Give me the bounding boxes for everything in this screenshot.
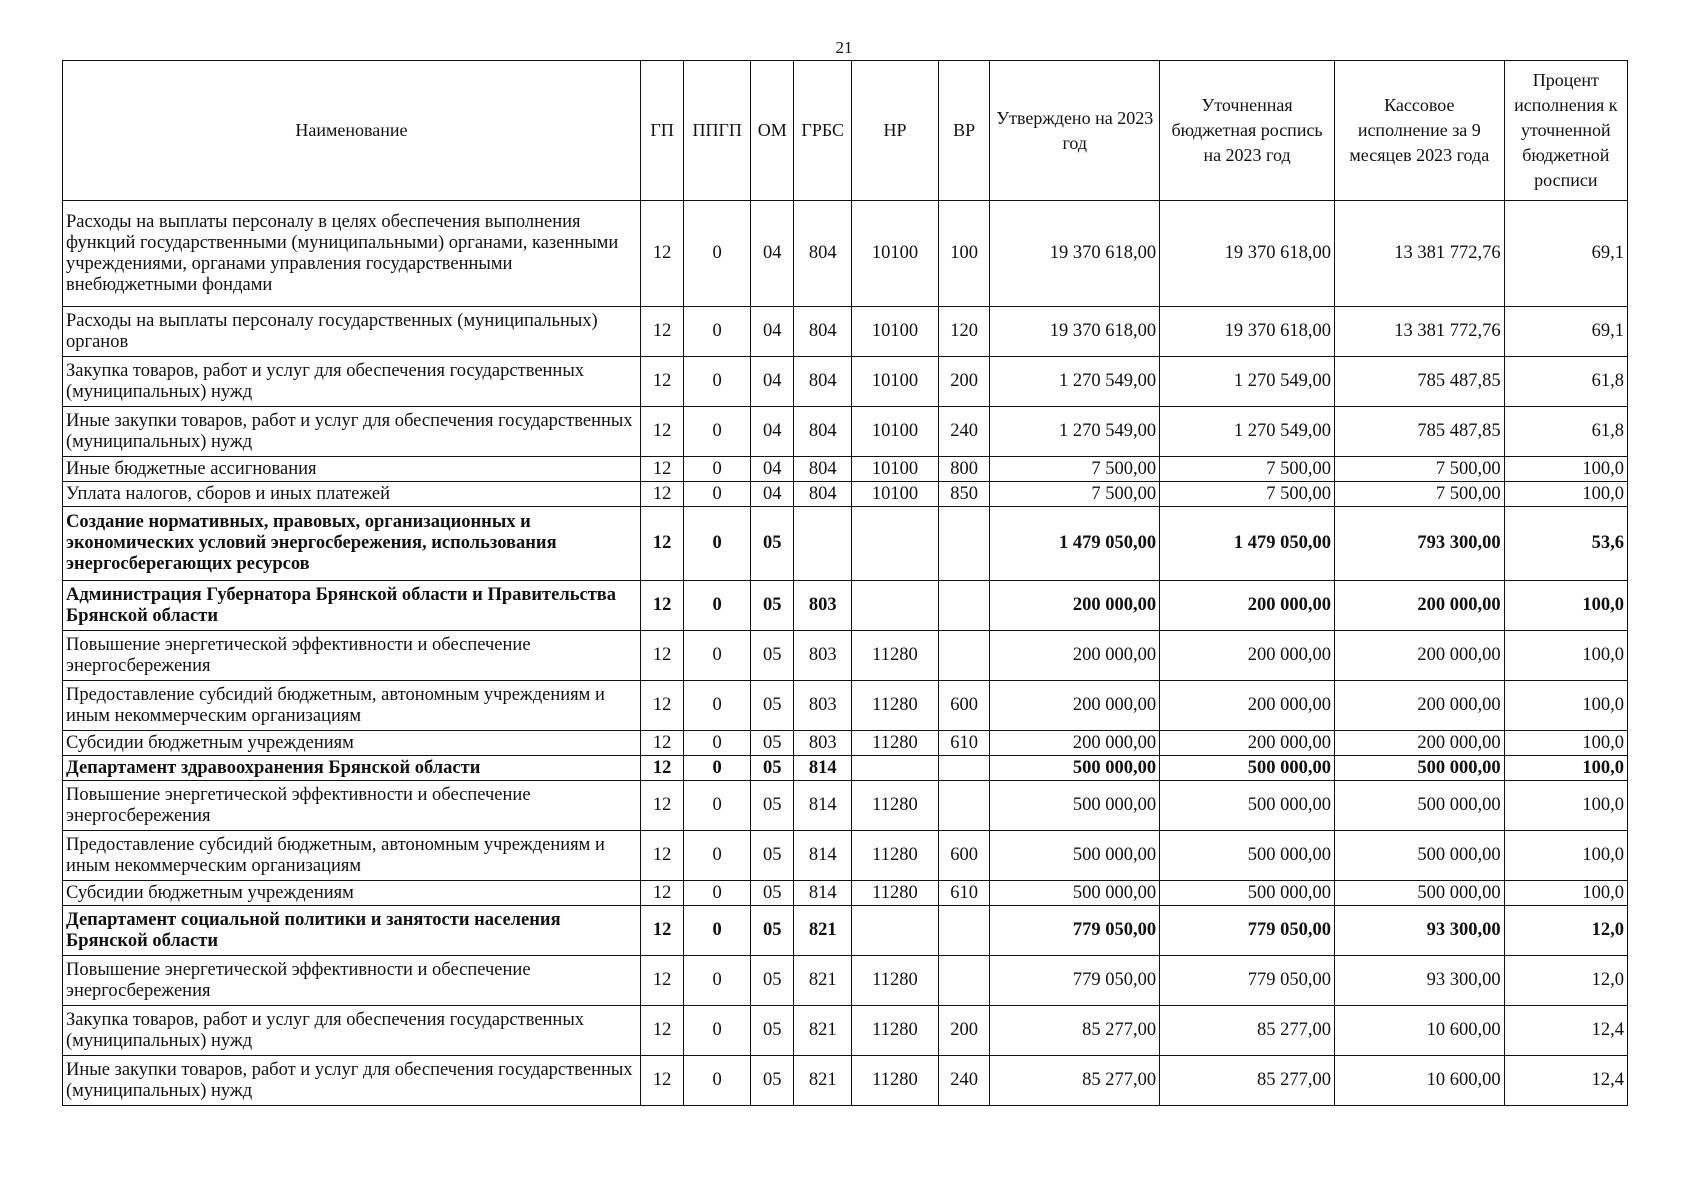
cell-cash: 793 300,00 [1334, 507, 1504, 581]
cell-name: Закупка товаров, работ и услуг для обеспечения государственных (муниципальных) нужд [63, 357, 641, 407]
cell-vr: 850 [938, 482, 990, 507]
cell-om: 04 [751, 407, 794, 457]
cell-vr: 600 [938, 831, 990, 881]
cell-cash: 93 300,00 [1334, 906, 1504, 956]
cell-vr: 610 [938, 881, 990, 906]
cell-nr: 11280 [852, 956, 939, 1006]
cell-percent: 53,6 [1504, 507, 1627, 581]
cell-refined: 19 370 618,00 [1160, 201, 1335, 307]
cell-nr: 10100 [852, 457, 939, 482]
cell-grbs: 804 [794, 482, 852, 507]
cell-grbs: 814 [794, 781, 852, 831]
table-row [63, 482, 1628, 507]
cell-gp: 12 [640, 731, 683, 756]
cell-ppgp: 0 [684, 831, 751, 881]
cell-refined: 19 370 618,00 [1160, 307, 1335, 357]
cell-percent: 12,4 [1504, 1006, 1627, 1056]
table-row [63, 1006, 1628, 1056]
cell-vr [938, 781, 990, 831]
cell-nr [852, 507, 939, 581]
cell-ppgp: 0 [684, 482, 751, 507]
cell-nr: 11280 [852, 831, 939, 881]
cell-om: 05 [751, 781, 794, 831]
cell-grbs: 821 [794, 906, 852, 956]
cell-vr: 240 [938, 1056, 990, 1106]
cell-om: 05 [751, 831, 794, 881]
cell-approved: 19 370 618,00 [990, 201, 1160, 307]
cell-nr [852, 756, 939, 781]
cell-percent: 100,0 [1504, 681, 1627, 731]
cell-approved: 1 270 549,00 [990, 357, 1160, 407]
cell-refined: 500 000,00 [1160, 756, 1335, 781]
cell-percent: 100,0 [1504, 457, 1627, 482]
cell-name: Закупка товаров, работ и услуг для обеспечения государственных (муниципальных) нужд [63, 1006, 641, 1056]
budget-table [62, 60, 1628, 1106]
cell-grbs: 803 [794, 731, 852, 756]
table-row [63, 781, 1628, 831]
cell-grbs: 814 [794, 831, 852, 881]
cell-om: 05 [751, 906, 794, 956]
cell-cash: 200 000,00 [1334, 731, 1504, 756]
cell-gp: 12 [640, 906, 683, 956]
cell-name: Повышение энергетической эффективности и обеспечение энергосбережения [63, 631, 641, 681]
cell-approved: 500 000,00 [990, 881, 1160, 906]
cell-ppgp: 0 [684, 956, 751, 1006]
cell-name: Расходы на выплаты персоналу государственных (муниципальных) органов [63, 307, 641, 357]
cell-approved: 19 370 618,00 [990, 307, 1160, 357]
cell-approved: 500 000,00 [990, 781, 1160, 831]
cell-vr [938, 507, 990, 581]
cell-ppgp: 0 [684, 307, 751, 357]
cell-refined: 1 270 549,00 [1160, 357, 1335, 407]
cell-vr: 610 [938, 731, 990, 756]
cell-om: 05 [751, 507, 794, 581]
cell-percent: 69,1 [1504, 307, 1627, 357]
cell-gp: 12 [640, 956, 683, 1006]
cell-percent: 61,8 [1504, 407, 1627, 457]
cell-ppgp: 0 [684, 1056, 751, 1106]
cell-refined: 85 277,00 [1160, 1056, 1335, 1106]
cell-grbs: 804 [794, 407, 852, 457]
header-refined: Уточненная бюджетная роспись на 2023 год [1160, 61, 1335, 201]
cell-vr: 120 [938, 307, 990, 357]
cell-ppgp: 0 [684, 457, 751, 482]
cell-approved: 500 000,00 [990, 756, 1160, 781]
cell-percent: 100,0 [1504, 831, 1627, 881]
cell-om: 05 [751, 1056, 794, 1106]
cell-refined: 500 000,00 [1160, 781, 1335, 831]
cell-om: 04 [751, 357, 794, 407]
cell-percent: 12,0 [1504, 906, 1627, 956]
cell-refined: 779 050,00 [1160, 906, 1335, 956]
cell-grbs: 821 [794, 1006, 852, 1056]
table-row [63, 357, 1628, 407]
cell-refined: 500 000,00 [1160, 831, 1335, 881]
cell-vr [938, 906, 990, 956]
cell-approved: 85 277,00 [990, 1006, 1160, 1056]
table-row [63, 307, 1628, 357]
header-approved: Утверждено на 2023 год [990, 61, 1160, 201]
cell-name: Иные бюджетные ассигнования [63, 457, 641, 482]
cell-refined: 7 500,00 [1160, 482, 1335, 507]
cell-vr: 800 [938, 457, 990, 482]
cell-ppgp: 0 [684, 201, 751, 307]
cell-gp: 12 [640, 457, 683, 482]
cell-om: 05 [751, 756, 794, 781]
table-row [63, 831, 1628, 881]
cell-gp: 12 [640, 781, 683, 831]
cell-approved: 500 000,00 [990, 831, 1160, 881]
cell-cash: 200 000,00 [1334, 681, 1504, 731]
cell-gp: 12 [640, 307, 683, 357]
cell-percent: 100,0 [1504, 581, 1627, 631]
header-row [63, 61, 1628, 201]
table-row [63, 201, 1628, 307]
cell-vr: 100 [938, 201, 990, 307]
cell-percent: 100,0 [1504, 482, 1627, 507]
cell-grbs: 804 [794, 357, 852, 407]
cell-grbs: 821 [794, 1056, 852, 1106]
cell-grbs: 803 [794, 681, 852, 731]
cell-name: Администрация Губернатора Брянской области и Правительства Брянской области [63, 581, 641, 631]
cell-ppgp: 0 [684, 357, 751, 407]
cell-name: Департамент здравоохранения Брянской области [63, 756, 641, 781]
cell-vr [938, 756, 990, 781]
cell-om: 04 [751, 307, 794, 357]
header-grbs: ГРБС [794, 61, 852, 201]
cell-cash: 7 500,00 [1334, 482, 1504, 507]
cell-gp: 12 [640, 1056, 683, 1106]
table-row [63, 756, 1628, 781]
cell-nr: 11280 [852, 631, 939, 681]
cell-grbs: 804 [794, 307, 852, 357]
cell-nr: 10100 [852, 482, 939, 507]
cell-approved: 85 277,00 [990, 1056, 1160, 1106]
cell-approved: 779 050,00 [990, 906, 1160, 956]
cell-vr: 200 [938, 1006, 990, 1056]
cell-name: Повышение энергетической эффективности и обеспечение энергосбережения [63, 781, 641, 831]
cell-gp: 12 [640, 357, 683, 407]
cell-nr: 11280 [852, 881, 939, 906]
table-row [63, 507, 1628, 581]
cell-approved: 200 000,00 [990, 731, 1160, 756]
header-name: Наименование [63, 61, 641, 201]
cell-cash: 13 381 772,76 [1334, 201, 1504, 307]
cell-cash: 785 487,85 [1334, 357, 1504, 407]
cell-cash: 500 000,00 [1334, 831, 1504, 881]
cell-nr [852, 906, 939, 956]
cell-om: 05 [751, 731, 794, 756]
cell-vr [938, 581, 990, 631]
cell-om: 05 [751, 681, 794, 731]
cell-percent: 100,0 [1504, 756, 1627, 781]
cell-nr: 10100 [852, 201, 939, 307]
table-row [63, 407, 1628, 457]
cell-ppgp: 0 [684, 881, 751, 906]
cell-cash: 500 000,00 [1334, 881, 1504, 906]
cell-refined: 200 000,00 [1160, 731, 1335, 756]
cell-gp: 12 [640, 631, 683, 681]
cell-name: Иные закупки товаров, работ и услуг для обеспечения государственных (муниципальных) нужд [63, 407, 641, 457]
table-row [63, 956, 1628, 1006]
cell-name: Департамент социальной политики и занятости населения Брянской области [63, 906, 641, 956]
page-number: 21 [835, 38, 853, 57]
cell-cash: 500 000,00 [1334, 756, 1504, 781]
cell-grbs: 803 [794, 631, 852, 681]
cell-nr: 11280 [852, 681, 939, 731]
cell-percent: 100,0 [1504, 731, 1627, 756]
header-nr: НР [852, 61, 939, 201]
cell-grbs: 804 [794, 201, 852, 307]
cell-name: Субсидии бюджетным учреждениям [63, 881, 641, 906]
cell-om: 04 [751, 457, 794, 482]
cell-nr: 11280 [852, 781, 939, 831]
cell-name: Предоставление субсидий бюджетным, автономным учреждениям и иным некоммерческим организациям [63, 681, 641, 731]
cell-percent: 12,0 [1504, 956, 1627, 1006]
cell-cash: 7 500,00 [1334, 457, 1504, 482]
cell-refined: 85 277,00 [1160, 1006, 1335, 1056]
cell-name: Уплата налогов, сборов и иных платежей [63, 482, 641, 507]
cell-name: Создание нормативных, правовых, организационных и экономических условий энергосбережения, использования энергосберегающих ресурсов [63, 507, 641, 581]
table-row [63, 681, 1628, 731]
header-cash: Кассовое исполнение за 9 месяцев 2023 года [1334, 61, 1504, 201]
cell-om: 05 [751, 631, 794, 681]
header-percent: Процент исполнения к уточненной бюджетной росписи [1504, 61, 1627, 201]
cell-percent: 61,8 [1504, 357, 1627, 407]
table-row [63, 881, 1628, 906]
cell-nr [852, 581, 939, 631]
table-row [63, 581, 1628, 631]
cell-name: Повышение энергетической эффективности и обеспечение энергосбережения [63, 956, 641, 1006]
cell-nr: 10100 [852, 307, 939, 357]
cell-approved: 200 000,00 [990, 631, 1160, 681]
cell-percent: 100,0 [1504, 631, 1627, 681]
cell-grbs: 803 [794, 581, 852, 631]
cell-om: 05 [751, 581, 794, 631]
cell-approved: 200 000,00 [990, 581, 1160, 631]
cell-ppgp: 0 [684, 756, 751, 781]
cell-refined: 1 479 050,00 [1160, 507, 1335, 581]
cell-ppgp: 0 [684, 1006, 751, 1056]
cell-cash: 500 000,00 [1334, 781, 1504, 831]
cell-vr: 240 [938, 407, 990, 457]
cell-vr: 600 [938, 681, 990, 731]
cell-name: Субсидии бюджетным учреждениям [63, 731, 641, 756]
cell-nr: 11280 [852, 731, 939, 756]
cell-om: 05 [751, 956, 794, 1006]
cell-nr: 11280 [852, 1006, 939, 1056]
cell-gp: 12 [640, 1006, 683, 1056]
cell-name: Расходы на выплаты персоналу в целях обеспечения выполнения функций государственными (муниципальными) органами, казенными учреждениями, органами управления государственными внебюджетными фондами [63, 201, 641, 307]
cell-grbs: 821 [794, 956, 852, 1006]
cell-cash: 10 600,00 [1334, 1006, 1504, 1056]
cell-approved: 7 500,00 [990, 457, 1160, 482]
cell-ppgp: 0 [684, 906, 751, 956]
cell-cash: 785 487,85 [1334, 407, 1504, 457]
table-row [63, 906, 1628, 956]
cell-om: 04 [751, 201, 794, 307]
cell-gp: 12 [640, 831, 683, 881]
cell-cash: 93 300,00 [1334, 956, 1504, 1006]
cell-ppgp: 0 [684, 781, 751, 831]
cell-grbs: 814 [794, 881, 852, 906]
cell-om: 05 [751, 881, 794, 906]
header-vr: ВР [938, 61, 990, 201]
cell-vr [938, 956, 990, 1006]
cell-ppgp: 0 [684, 731, 751, 756]
cell-gp: 12 [640, 407, 683, 457]
table-row [63, 457, 1628, 482]
cell-cash: 10 600,00 [1334, 1056, 1504, 1106]
cell-cash: 200 000,00 [1334, 631, 1504, 681]
cell-gp: 12 [640, 881, 683, 906]
cell-nr: 10100 [852, 407, 939, 457]
cell-refined: 779 050,00 [1160, 956, 1335, 1006]
cell-name: Предоставление субсидий бюджетным, автономным учреждениям и иным некоммерческим организациям [63, 831, 641, 881]
cell-refined: 200 000,00 [1160, 581, 1335, 631]
cell-ppgp: 0 [684, 581, 751, 631]
cell-ppgp: 0 [684, 407, 751, 457]
cell-gp: 12 [640, 507, 683, 581]
cell-gp: 12 [640, 681, 683, 731]
cell-gp: 12 [640, 482, 683, 507]
cell-om: 04 [751, 482, 794, 507]
cell-cash: 200 000,00 [1334, 581, 1504, 631]
table-body [63, 201, 1628, 1106]
cell-refined: 200 000,00 [1160, 681, 1335, 731]
cell-gp: 12 [640, 201, 683, 307]
cell-grbs: 804 [794, 457, 852, 482]
header-ppgp: ППГП [684, 61, 751, 201]
cell-ppgp: 0 [684, 631, 751, 681]
cell-gp: 12 [640, 756, 683, 781]
cell-ppgp: 0 [684, 507, 751, 581]
table-row [63, 631, 1628, 681]
cell-approved: 779 050,00 [990, 956, 1160, 1006]
cell-refined: 500 000,00 [1160, 881, 1335, 906]
cell-refined: 1 270 549,00 [1160, 407, 1335, 457]
cell-approved: 7 500,00 [990, 482, 1160, 507]
cell-gp: 12 [640, 581, 683, 631]
cell-percent: 100,0 [1504, 881, 1627, 906]
cell-vr: 200 [938, 357, 990, 407]
cell-approved: 1 270 549,00 [990, 407, 1160, 457]
cell-approved: 200 000,00 [990, 681, 1160, 731]
header-om: ОМ [751, 61, 794, 201]
cell-nr: 11280 [852, 1056, 939, 1106]
cell-grbs [794, 507, 852, 581]
cell-om: 05 [751, 1006, 794, 1056]
cell-name: Иные закупки товаров, работ и услуг для обеспечения государственных (муниципальных) нужд [63, 1056, 641, 1106]
cell-refined: 7 500,00 [1160, 457, 1335, 482]
cell-approved: 1 479 050,00 [990, 507, 1160, 581]
cell-vr [938, 631, 990, 681]
header-gp: ГП [640, 61, 683, 201]
cell-percent: 69,1 [1504, 201, 1627, 307]
cell-percent: 12,4 [1504, 1056, 1627, 1106]
cell-grbs: 814 [794, 756, 852, 781]
cell-percent: 100,0 [1504, 781, 1627, 831]
cell-cash: 13 381 772,76 [1334, 307, 1504, 357]
cell-refined: 200 000,00 [1160, 631, 1335, 681]
table-row [63, 731, 1628, 756]
cell-nr: 10100 [852, 357, 939, 407]
table-row [63, 1056, 1628, 1106]
cell-ppgp: 0 [684, 681, 751, 731]
